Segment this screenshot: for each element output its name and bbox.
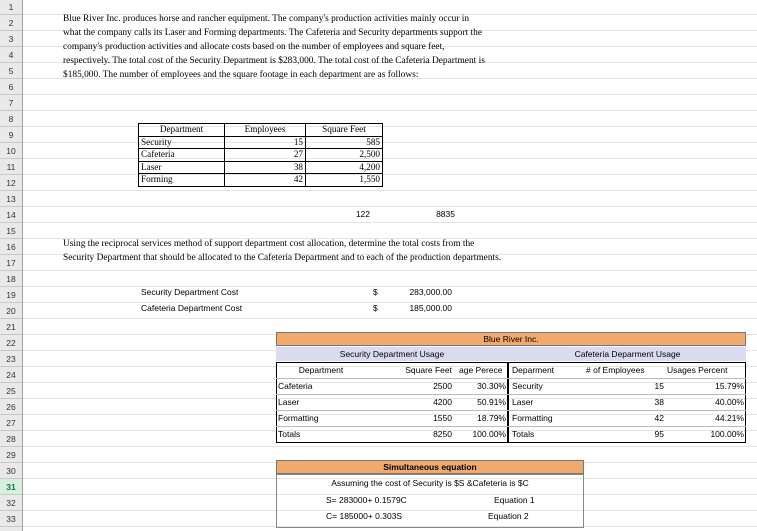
row-number[interactable]: 12 <box>0 175 22 191</box>
cell-department[interactable]: Security <box>139 136 225 149</box>
caf-cell-department[interactable]: Totals <box>512 429 535 439</box>
caf-cell-employees[interactable]: 38 <box>654 397 664 407</box>
question-line: Security Department that should be allocated to the Cafeteria Department and to each of the production departments. <box>63 253 502 263</box>
security-cost-label[interactable]: Security Department Cost <box>141 287 239 297</box>
cafeteria-cost-currency: $ <box>373 303 378 313</box>
employees-total[interactable]: 122 <box>355 209 370 219</box>
row-number[interactable]: 25 <box>0 383 22 399</box>
gridline <box>23 142 757 143</box>
row-number[interactable]: 18 <box>0 271 22 287</box>
header-department[interactable]: Department <box>139 124 225 137</box>
cafeteria-usage-title[interactable]: Cafeteria Deparment Usage <box>574 349 681 359</box>
row-number[interactable]: 11 <box>0 159 22 175</box>
row-number[interactable]: 13 <box>0 191 22 207</box>
row-number[interactable]: 20 <box>0 303 22 319</box>
table-row <box>139 174 383 187</box>
cell-square-feet[interactable]: 1,550 <box>306 174 383 187</box>
row-number[interactable]: 26 <box>0 399 22 415</box>
cell-department[interactable]: Laser <box>139 161 225 174</box>
row-divider <box>276 426 508 427</box>
row-number[interactable]: 10 <box>0 143 22 159</box>
cell-square-feet[interactable]: 4,200 <box>306 161 383 174</box>
gridline <box>23 126 757 127</box>
caf-cell-department[interactable]: Formatting <box>512 413 553 423</box>
sec-cell-department[interactable]: Cafeteria <box>278 381 313 391</box>
security-usage-title[interactable]: Security Department Usage <box>339 349 445 359</box>
caf-header-employees[interactable]: # of Employees <box>586 365 645 375</box>
equation-1[interactable]: S= 283000+ 0.1579C <box>326 495 407 505</box>
question-line: Using the reciprocal services method of support department cost allocation, determine the total costs from the <box>63 239 475 249</box>
row-divider <box>276 410 508 411</box>
intro-line: company's production activities and allocate costs based on the number of employees and square feet, <box>63 42 445 52</box>
sec-header-department[interactable]: Department <box>298 365 344 375</box>
row-number[interactable]: 21 <box>0 319 22 335</box>
gridline <box>23 270 757 271</box>
sec-header-square-feet[interactable]: Square Feet <box>405 365 452 375</box>
caf-header-usage-percent[interactable]: Usages Percent <box>667 365 728 375</box>
row-number[interactable]: 19 <box>0 287 22 303</box>
row-number[interactable]: 24 <box>0 367 22 383</box>
row-number[interactable]: 27 <box>0 415 22 431</box>
gridline <box>23 158 757 159</box>
row-number[interactable]: 9 <box>0 127 22 143</box>
sec-cell-square-feet[interactable]: 8250 <box>433 429 452 439</box>
cell-employees[interactable]: 15 <box>225 136 306 149</box>
row-number[interactable]: 15 <box>0 223 22 239</box>
intro-line: $185,000. The number of employees and the square footage in each department are as follows: <box>63 70 419 80</box>
gridline <box>23 222 757 223</box>
row-number[interactable]: 16 <box>0 239 22 255</box>
header-square-feet[interactable]: Square Feet <box>306 124 383 137</box>
row-divider <box>508 378 746 379</box>
row-divider <box>276 394 508 395</box>
gridline <box>23 190 757 191</box>
caf-header-department[interactable]: Deparment <box>512 365 555 375</box>
security-cost-currency: $ <box>373 287 378 297</box>
row-number[interactable]: 2 <box>0 15 22 31</box>
equation-1-label[interactable]: Equation 1 <box>494 495 535 505</box>
caf-cell-usage-percent[interactable]: 15.79% <box>715 381 744 391</box>
equation-2-label[interactable]: Equation 2 <box>488 511 529 521</box>
sec-cell-department[interactable]: Formatting <box>278 413 319 423</box>
gridline <box>23 318 757 319</box>
intro-line: what the company calls its Laser and Forming departments. The Cafeteria and Security departments support the <box>63 28 482 38</box>
equation-2[interactable]: C= 185000+ 0.303S <box>326 511 403 521</box>
cafeteria-cost-value[interactable]: 185,000.00 <box>409 303 452 313</box>
sec-cell-department[interactable]: Laser <box>278 397 300 407</box>
row-number[interactable]: 1 <box>0 0 22 15</box>
gridline <box>23 446 757 447</box>
intro-line: Blue River Inc. produces horse and rancher equipment. The company's production activities mainly occur in <box>63 14 470 24</box>
row-divider <box>508 426 746 427</box>
intro-paragraph <box>63 12 583 82</box>
row-number[interactable]: 29 <box>0 447 22 463</box>
gridline <box>23 206 757 207</box>
gridline <box>23 110 757 111</box>
sec-header-usage-percent[interactable]: age Perece <box>459 365 503 375</box>
cell-square-feet[interactable]: 585 <box>306 136 383 149</box>
row-divider <box>508 394 746 395</box>
sec-cell-usage-percent[interactable]: 18.79% <box>477 413 506 423</box>
caf-cell-usage-percent[interactable]: 40.00% <box>715 397 744 407</box>
square-feet-total[interactable]: 8835 <box>436 209 455 219</box>
caf-cell-usage-percent[interactable]: 100.00% <box>710 429 744 439</box>
table-row <box>139 149 383 162</box>
cell-department[interactable]: Forming <box>139 174 225 187</box>
cell-department[interactable]: Cafeteria <box>139 149 225 162</box>
department-table <box>138 123 383 187</box>
row-number[interactable]: 33 <box>0 511 22 527</box>
cafeteria-cost-label[interactable]: Cafeteria Department Cost <box>141 303 243 313</box>
caf-cell-usage-percent[interactable]: 44.21% <box>715 413 744 423</box>
sec-cell-department[interactable]: Totals <box>278 429 301 439</box>
usage-title[interactable]: Blue River Inc. <box>483 334 539 344</box>
gridline <box>23 94 757 95</box>
row-number[interactable]: 28 <box>0 431 22 447</box>
row-number[interactable]: 30 <box>0 463 22 479</box>
row-number[interactable]: 5 <box>0 63 22 79</box>
header-employees[interactable]: Employees <box>225 124 306 137</box>
sec-cell-square-feet[interactable]: 4200 <box>433 397 452 407</box>
row-divider <box>508 410 746 411</box>
sec-cell-usage-percent[interactable]: 30.30% <box>477 381 506 391</box>
row-number[interactable]: 7 <box>0 95 22 111</box>
cell-square-feet[interactable]: 2,500 <box>306 149 383 162</box>
sec-cell-square-feet[interactable]: 2500 <box>433 381 452 391</box>
row-number[interactable]: 4 <box>0 47 22 63</box>
gridline <box>23 174 757 175</box>
row-number[interactable]: 31 <box>0 479 22 495</box>
row-divider <box>276 378 508 379</box>
row-number[interactable]: 8 <box>0 111 22 127</box>
cell-employees[interactable]: 42 <box>225 174 306 187</box>
cell-employees[interactable]: 27 <box>225 149 306 162</box>
row-number[interactable]: 23 <box>0 351 22 367</box>
row-number[interactable]: 22 <box>0 335 22 351</box>
question-paragraph <box>63 237 583 265</box>
caf-cell-employees[interactable]: 95 <box>654 429 664 439</box>
sec-cell-usage-percent[interactable]: 100.00% <box>472 429 506 439</box>
row-number[interactable]: 32 <box>0 495 22 511</box>
equation-title[interactable]: Simultaneous equation <box>383 462 477 472</box>
sec-cell-square-feet[interactable]: 1550 <box>433 413 452 423</box>
sec-cell-usage-percent[interactable]: 50.91% <box>477 397 506 407</box>
caf-cell-employees[interactable]: 15 <box>654 381 664 391</box>
row-number[interactable]: 14 <box>0 207 22 223</box>
caf-cell-department[interactable]: Laser <box>512 397 534 407</box>
equation-assumption[interactable]: Assuming the cost of Security is $S &Cafeteria is $C <box>331 478 529 488</box>
row-number[interactable]: 6 <box>0 79 22 95</box>
cell-employees[interactable]: 38 <box>225 161 306 174</box>
row-number[interactable]: 3 <box>0 31 22 47</box>
intro-line: respectively. The total cost of the Security Department is $283,000. The total cost of the Cafeteria Department is <box>63 56 485 66</box>
table-row <box>139 161 383 174</box>
security-cost-value[interactable]: 283,000.00 <box>409 287 452 297</box>
caf-cell-employees[interactable]: 42 <box>654 413 664 423</box>
table-row <box>139 136 383 149</box>
caf-cell-department[interactable]: Security <box>512 381 543 391</box>
row-number[interactable]: 17 <box>0 255 22 271</box>
table-header-row <box>139 124 383 137</box>
